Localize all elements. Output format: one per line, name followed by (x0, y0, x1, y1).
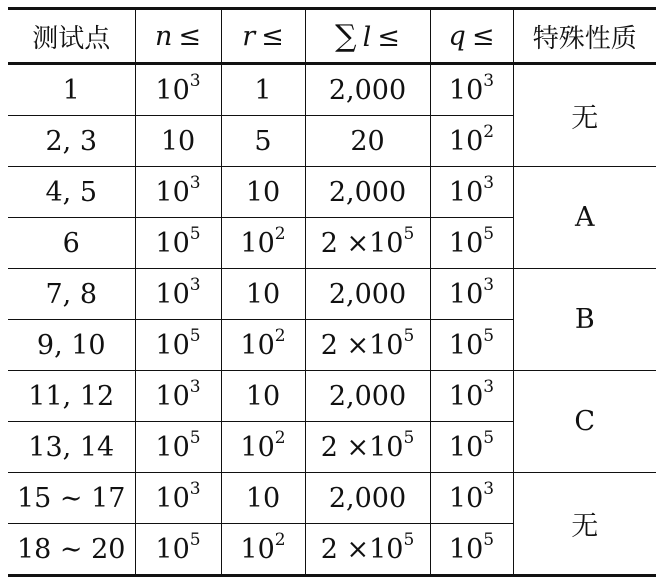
cell-n-base: 10 (160, 125, 196, 157)
cell-n-base: 10 (155, 74, 190, 106)
cell-n (135, 64, 221, 116)
cell-sum-l (305, 422, 430, 473)
cell-n (135, 167, 221, 218)
cell-sum-l (305, 64, 430, 116)
cell-property: A (513, 167, 656, 269)
cell-n-base: 10 (155, 482, 190, 514)
cell-r-exp: 2 (274, 223, 286, 244)
cell-q (430, 269, 513, 320)
cell-q-exp: 5 (483, 427, 495, 448)
cell-n (135, 524, 221, 576)
table-row (8, 64, 656, 116)
cell-test: 11, 12 (8, 371, 135, 422)
table-row (8, 167, 656, 218)
cell-q-base: 10 (448, 380, 484, 412)
cell-r-base: 1 (254, 74, 272, 106)
cell-r (221, 320, 305, 371)
cell-sum-l-exp: 5 (403, 427, 415, 448)
cell-r-base: 10 (240, 431, 275, 463)
header-r-var: r (242, 20, 256, 52)
cell-n-base: 10 (155, 380, 190, 412)
cell-q-base: 10 (448, 431, 484, 463)
cell-property: 无 (513, 64, 656, 167)
cell-r (221, 116, 305, 167)
cell-test: 4, 5 (8, 167, 135, 218)
cell-n-base: 10 (155, 431, 190, 463)
header-test-point: 测试点 (8, 9, 135, 64)
header-n-le: ≤ (178, 20, 201, 52)
cell-q-base: 10 (448, 125, 484, 157)
cell-r-base: 10 (245, 176, 281, 208)
cell-q (430, 167, 513, 218)
cell-n (135, 473, 221, 524)
table-body (8, 64, 656, 576)
cell-r-exp: 2 (274, 427, 286, 448)
cell-q-exp: 3 (483, 478, 495, 499)
cell-sum-l-base: 2 ×10 (320, 227, 404, 259)
cell-n-exp: 3 (189, 478, 201, 499)
header-sum-l (305, 9, 430, 64)
cell-test: 9, 10 (8, 320, 135, 371)
cell-q-base: 10 (448, 329, 484, 361)
header-row (8, 9, 656, 64)
cell-sum-l-exp: 5 (403, 325, 415, 346)
cell-r (221, 371, 305, 422)
cell-sum-l-exp: 5 (403, 529, 415, 550)
cell-q (430, 116, 513, 167)
cell-n-exp: 5 (189, 325, 201, 346)
cell-n-exp: 3 (189, 376, 201, 397)
cell-sum-l (305, 524, 430, 576)
header-n-var: n (154, 20, 173, 52)
cell-sum-l-base: 2 ×10 (320, 533, 404, 565)
cell-sum-l-base: 2,000 (328, 482, 407, 514)
cell-n-base: 10 (155, 227, 190, 259)
cell-sum-l (305, 473, 430, 524)
cell-r (221, 218, 305, 269)
cell-r-exp: 2 (274, 529, 286, 550)
cell-n-exp: 3 (189, 172, 201, 193)
cell-n-exp: 5 (189, 529, 201, 550)
cell-sum-l-base: 2,000 (328, 176, 407, 208)
cell-n-base: 10 (155, 176, 190, 208)
table-row (8, 269, 656, 320)
cell-q-base: 10 (448, 533, 484, 565)
header-q-var: q (448, 20, 466, 52)
cell-q (430, 473, 513, 524)
cell-test: 13, 14 (8, 422, 135, 473)
cell-n-exp: 5 (189, 427, 201, 448)
header-r (221, 9, 305, 64)
table-row (8, 371, 656, 422)
cell-q-base: 10 (448, 278, 484, 310)
cell-q-base: 10 (448, 227, 484, 259)
cell-sum-l-base: 2,000 (328, 74, 407, 106)
cell-r-base: 10 (240, 227, 275, 259)
cell-n (135, 218, 221, 269)
table-row (8, 473, 656, 524)
cell-q (430, 524, 513, 576)
cell-r-base: 10 (245, 380, 281, 412)
cell-r-base: 10 (240, 329, 275, 361)
cell-q (430, 371, 513, 422)
header-sum-symbol: ∑ (335, 18, 357, 54)
cell-q (430, 218, 513, 269)
cell-n-base: 10 (155, 329, 190, 361)
cell-r-base: 10 (240, 533, 275, 565)
cell-sum-l (305, 269, 430, 320)
cell-q-exp: 3 (483, 274, 495, 295)
cell-test: 18 ∼ 20 (8, 524, 135, 576)
header-q-le: ≤ (471, 20, 495, 52)
cell-q-base: 10 (448, 74, 484, 106)
cell-r-base: 10 (245, 278, 281, 310)
header-n (135, 9, 221, 64)
cell-q-exp: 5 (483, 325, 495, 346)
cell-test: 1 (62, 74, 80, 106)
cell-q (430, 320, 513, 371)
cell-sum-l-exp: 5 (403, 223, 415, 244)
header-property: 特殊性质 (513, 9, 656, 64)
cell-n (135, 116, 221, 167)
header-l-var: l (362, 21, 372, 53)
cell-sum-l (305, 371, 430, 422)
cell-q-exp: 5 (483, 223, 495, 244)
cell-r (221, 167, 305, 218)
cell-r-base: 10 (245, 482, 281, 514)
cell-test: 6 (8, 218, 135, 269)
cell-r (221, 524, 305, 576)
cell-n (135, 269, 221, 320)
cell-n-exp: 5 (189, 223, 201, 244)
cell-test: 7, 8 (8, 269, 135, 320)
cell-property: 无 (513, 473, 656, 576)
cell-sum-l (305, 116, 430, 167)
cell-n-base: 10 (155, 278, 190, 310)
cell-q-exp: 3 (483, 70, 495, 91)
cell-q-base: 10 (448, 176, 484, 208)
cell-sum-l (305, 218, 430, 269)
header-q (430, 9, 513, 64)
cell-sum-l (305, 320, 430, 371)
cell-sum-l-base: 2 ×10 (320, 431, 404, 463)
cell-sum-l-base: 2 ×10 (320, 329, 404, 361)
cell-test: 15 ∼ 17 (8, 473, 135, 524)
cell-n (135, 371, 221, 422)
cell-sum-l-base: 20 (350, 125, 385, 157)
cell-property: C (513, 371, 656, 473)
cell-sum-l-base: 2,000 (328, 278, 407, 310)
cell-r (221, 473, 305, 524)
cell-r (221, 422, 305, 473)
header-r-le: ≤ (261, 20, 284, 52)
cell-q (430, 64, 513, 116)
cell-n (135, 320, 221, 371)
cell-n-exp: 3 (189, 70, 201, 91)
cell-q-exp: 3 (483, 376, 495, 397)
cell-q-exp: 5 (483, 529, 495, 550)
cell-r-exp: 2 (274, 325, 286, 346)
cell-n (135, 422, 221, 473)
cell-r (221, 64, 305, 116)
cell-q (430, 422, 513, 473)
cell-property: B (513, 269, 656, 371)
cell-r (221, 269, 305, 320)
cell-n-exp: 3 (189, 274, 201, 295)
cell-sum-l-base: 2,000 (328, 380, 407, 412)
cell-test: 2, 3 (8, 116, 135, 167)
cell-n-base: 10 (155, 533, 190, 565)
cell-sum-l (305, 167, 430, 218)
cell-q-base: 10 (448, 482, 484, 514)
cell-q-exp: 3 (483, 172, 495, 193)
cell-q-exp: 2 (483, 121, 495, 142)
constraints-table (8, 7, 656, 577)
cell-r-base: 5 (254, 125, 272, 157)
header-l-le: ≤ (377, 21, 400, 53)
